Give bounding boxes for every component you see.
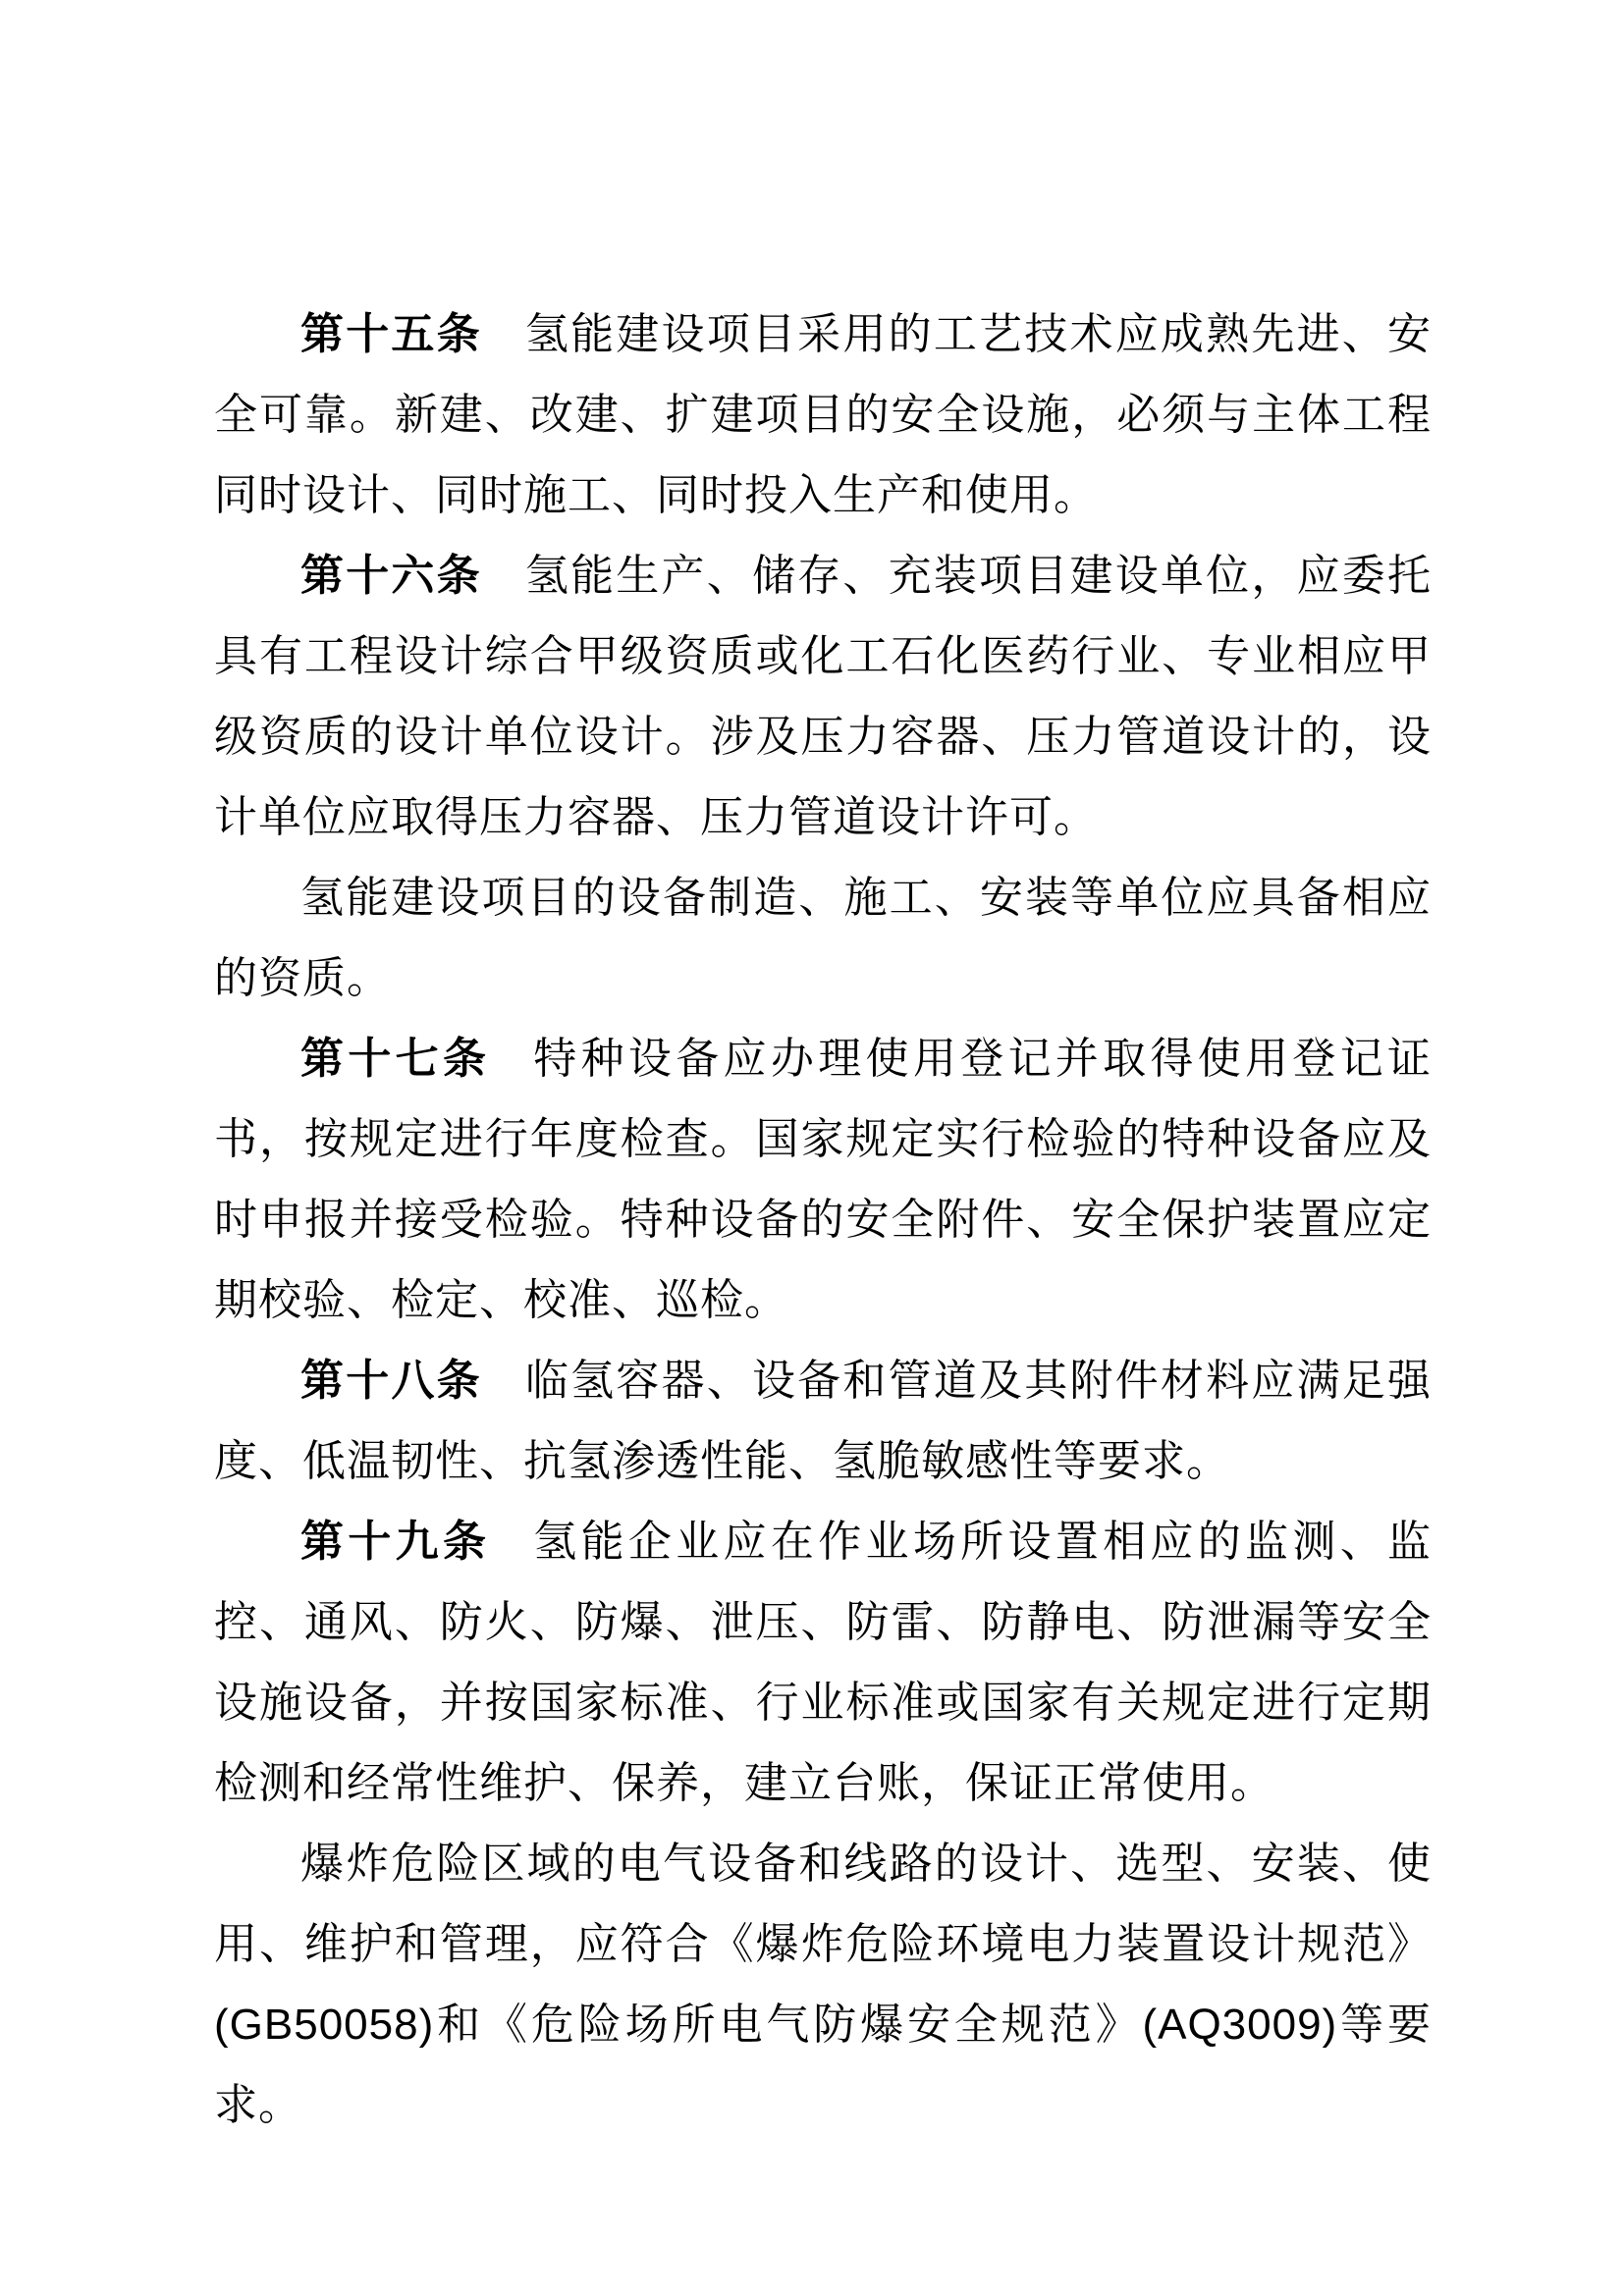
article-number: 第十七条 — [300, 1035, 491, 1083]
paragraph-text: 氢能建设项目的设备制造、施工、安装等单位应具备相应的资质。 — [214, 874, 1432, 1002]
paragraph-text: 氢能生产、储存、充装项目建设单位，应委托具有工程设计综合甲级资质或化工石化医药行业、专业相应甲级资质的设计单位设计。涉及压力容器、压力管道设计的，设计单位应取得压力容器、压力管道设计许可。 — [214, 552, 1433, 841]
article-number: 第十八条 — [300, 1357, 482, 1405]
article-number: 第十九条 — [300, 1518, 491, 1566]
paragraph-text: 氢能建设项目采用的工艺技术应成熟先进、安全可靠。新建、改建、扩建项目的安全设施，必须与主体工程同时设计、同时施工、同时投入生产和使用。 — [214, 310, 1433, 519]
article-paragraph — [214, 858, 1432, 1019]
article-number: 第十五条 — [300, 310, 482, 358]
article-paragraph — [214, 294, 1432, 536]
paragraph-text: 爆炸危险区域的电气设备和线路的设计、选型、安装、使用、维护和管理，应符合《爆炸危险环境电力装置设计规范》(GB50058)和《危险场所电气防爆安全规范》(AQ3009)等要求。 — [214, 1840, 1432, 2129]
paragraph-text: 特种设备应办理使用登记并取得使用登记证书，按规定进行年度检查。国家规定实行检验的特种设备应及时申报并接受检验。特种设备的安全附件、安全保护装置应定期校验、检定、校准、巡检。 — [214, 1035, 1433, 1324]
article-paragraph — [214, 1502, 1432, 1824]
article-number: 第十六条 — [300, 552, 482, 600]
article-paragraph — [214, 1824, 1432, 2146]
article-paragraph — [214, 1019, 1432, 1341]
article-paragraph — [214, 1341, 1432, 1502]
paragraph-text: 临氢容器、设备和管道及其附件材料应满足强度、低温韧性、抗氢渗透性能、氢脆敏感性等要求。 — [214, 1357, 1433, 1485]
article-paragraph — [214, 536, 1432, 858]
document-body — [214, 294, 1432, 2146]
paragraph-text: 氢能企业应在作业场所设置相应的监测、监控、通风、防火、防爆、泄压、防雷、防静电、防泄漏等安全设施设备，并按国家标准、行业标准或国家有关规定进行定期检测和经常性维护、保养，建立台账，保证正常使用。 — [214, 1518, 1433, 1807]
